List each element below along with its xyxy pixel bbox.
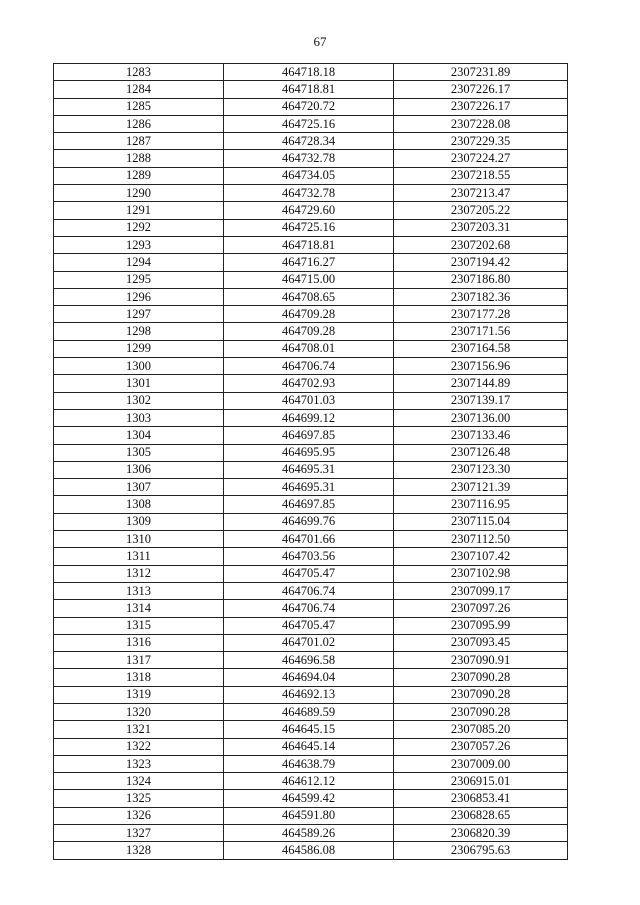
y-coordinate-cell: 2307090.28 <box>394 703 568 720</box>
x-coordinate-cell: 464732.78 <box>224 150 394 167</box>
y-coordinate-cell: 2307136.00 <box>394 409 568 426</box>
y-coordinate-cell: 2307097.26 <box>394 600 568 617</box>
x-coordinate-cell: 464709.28 <box>224 323 394 340</box>
page-number: 67 <box>313 34 327 49</box>
table-row <box>54 392 568 409</box>
x-coordinate-cell: 464701.66 <box>224 531 394 548</box>
table-row <box>54 617 568 634</box>
y-coordinate-cell: 2307171.56 <box>394 323 568 340</box>
x-coordinate-cell: 464701.02 <box>224 634 394 651</box>
table-row <box>54 600 568 617</box>
y-coordinate-cell: 2307090.91 <box>394 652 568 669</box>
x-coordinate-cell: 464729.60 <box>224 202 394 219</box>
table-row <box>54 825 568 842</box>
point-number-cell: 1283 <box>54 64 224 81</box>
point-number-cell: 1299 <box>54 340 224 357</box>
point-number-cell: 1327 <box>54 825 224 842</box>
table-row <box>54 686 568 703</box>
table-row <box>54 306 568 323</box>
y-coordinate-cell: 2307095.99 <box>394 617 568 634</box>
point-number-cell: 1309 <box>54 513 224 530</box>
table-row <box>54 513 568 530</box>
point-number-cell: 1300 <box>54 358 224 375</box>
y-coordinate-cell: 2307177.28 <box>394 306 568 323</box>
x-coordinate-cell: 464725.16 <box>224 219 394 236</box>
x-coordinate-cell: 464718.18 <box>224 64 394 81</box>
y-coordinate-cell: 2307228.08 <box>394 115 568 132</box>
x-coordinate-cell: 464697.85 <box>224 496 394 513</box>
table-row <box>54 236 568 253</box>
table-row <box>54 652 568 669</box>
y-coordinate-cell: 2307164.58 <box>394 340 568 357</box>
point-number-cell: 1287 <box>54 133 224 150</box>
x-coordinate-cell: 464638.79 <box>224 755 394 772</box>
point-number-cell: 1320 <box>54 703 224 720</box>
x-coordinate-cell: 464718.81 <box>224 236 394 253</box>
x-coordinate-cell: 464701.03 <box>224 392 394 409</box>
table-row <box>54 531 568 548</box>
x-coordinate-cell: 464586.08 <box>224 842 394 859</box>
table-row <box>54 98 568 115</box>
y-coordinate-cell: 2307085.20 <box>394 721 568 738</box>
table-row <box>54 167 568 184</box>
point-number-cell: 1316 <box>54 634 224 651</box>
table-row <box>54 479 568 496</box>
x-coordinate-cell: 464697.85 <box>224 427 394 444</box>
table-row <box>54 565 568 582</box>
y-coordinate-cell: 2307093.45 <box>394 634 568 651</box>
table-row <box>54 219 568 236</box>
table-row <box>54 773 568 790</box>
table-row <box>54 461 568 478</box>
y-coordinate-cell: 2306853.41 <box>394 790 568 807</box>
point-number-cell: 1317 <box>54 652 224 669</box>
x-coordinate-cell: 464645.14 <box>224 738 394 755</box>
point-number-cell: 1284 <box>54 81 224 98</box>
point-number-cell: 1286 <box>54 115 224 132</box>
table-row <box>54 548 568 565</box>
table-row <box>54 582 568 599</box>
point-number-cell: 1306 <box>54 461 224 478</box>
point-number-cell: 1296 <box>54 288 224 305</box>
y-coordinate-cell: 2306828.65 <box>394 807 568 824</box>
point-number-cell: 1323 <box>54 755 224 772</box>
point-number-cell: 1292 <box>54 219 224 236</box>
y-coordinate-cell: 2307226.17 <box>394 98 568 115</box>
y-coordinate-cell: 2307099.17 <box>394 582 568 599</box>
point-number-cell: 1285 <box>54 98 224 115</box>
x-coordinate-cell: 464694.04 <box>224 669 394 686</box>
table-row <box>54 271 568 288</box>
point-number-cell: 1314 <box>54 600 224 617</box>
table-row <box>54 721 568 738</box>
y-coordinate-cell: 2306915.01 <box>394 773 568 790</box>
x-coordinate-cell: 464732.78 <box>224 185 394 202</box>
y-coordinate-cell: 2307090.28 <box>394 686 568 703</box>
table-row <box>54 807 568 824</box>
table-row <box>54 444 568 461</box>
point-number-cell: 1289 <box>54 167 224 184</box>
table-row <box>54 358 568 375</box>
y-coordinate-cell: 2307182.36 <box>394 288 568 305</box>
x-coordinate-cell: 464591.80 <box>224 807 394 824</box>
x-coordinate-cell: 464708.65 <box>224 288 394 305</box>
table-row <box>54 669 568 686</box>
point-number-cell: 1312 <box>54 565 224 582</box>
y-coordinate-cell: 2307224.27 <box>394 150 568 167</box>
x-coordinate-cell: 464703.56 <box>224 548 394 565</box>
table-row <box>54 703 568 720</box>
y-coordinate-cell: 2307194.42 <box>394 254 568 271</box>
table-row <box>54 634 568 651</box>
table-row <box>54 150 568 167</box>
table-row <box>54 738 568 755</box>
x-coordinate-cell: 464612.12 <box>224 773 394 790</box>
table-row <box>54 133 568 150</box>
point-number-cell: 1308 <box>54 496 224 513</box>
x-coordinate-cell: 464696.58 <box>224 652 394 669</box>
point-number-cell: 1324 <box>54 773 224 790</box>
point-number-cell: 1297 <box>54 306 224 323</box>
x-coordinate-cell: 464589.26 <box>224 825 394 842</box>
y-coordinate-cell: 2307226.17 <box>394 81 568 98</box>
table-row <box>54 185 568 202</box>
y-coordinate-cell: 2307123.30 <box>394 461 568 478</box>
point-number-cell: 1288 <box>54 150 224 167</box>
x-coordinate-cell: 464695.31 <box>224 479 394 496</box>
x-coordinate-cell: 464709.28 <box>224 306 394 323</box>
y-coordinate-cell: 2307102.98 <box>394 565 568 582</box>
point-number-cell: 1319 <box>54 686 224 703</box>
y-coordinate-cell: 2307186.80 <box>394 271 568 288</box>
table-row <box>54 427 568 444</box>
table-row <box>54 288 568 305</box>
x-coordinate-cell: 464718.81 <box>224 81 394 98</box>
x-coordinate-cell: 464725.16 <box>224 115 394 132</box>
point-number-cell: 1326 <box>54 807 224 824</box>
y-coordinate-cell: 2307205.22 <box>394 202 568 219</box>
x-coordinate-cell: 464689.59 <box>224 703 394 720</box>
y-coordinate-cell: 2307090.28 <box>394 669 568 686</box>
point-number-cell: 1322 <box>54 738 224 755</box>
table-row <box>54 64 568 81</box>
point-number-cell: 1291 <box>54 202 224 219</box>
x-coordinate-cell: 464699.12 <box>224 409 394 426</box>
y-coordinate-cell: 2307139.17 <box>394 392 568 409</box>
point-number-cell: 1290 <box>54 185 224 202</box>
y-coordinate-cell: 2307229.35 <box>394 133 568 150</box>
table-row <box>54 790 568 807</box>
x-coordinate-cell: 464720.72 <box>224 98 394 115</box>
y-coordinate-cell: 2306820.39 <box>394 825 568 842</box>
point-number-cell: 1328 <box>54 842 224 859</box>
point-number-cell: 1293 <box>54 236 224 253</box>
point-number-cell: 1311 <box>54 548 224 565</box>
y-coordinate-cell: 2307203.31 <box>394 219 568 236</box>
x-coordinate-cell: 464715.00 <box>224 271 394 288</box>
point-number-cell: 1321 <box>54 721 224 738</box>
y-coordinate-cell: 2307116.95 <box>394 496 568 513</box>
x-coordinate-cell: 464695.31 <box>224 461 394 478</box>
y-coordinate-cell: 2307115.04 <box>394 513 568 530</box>
y-coordinate-cell: 2307156.96 <box>394 358 568 375</box>
x-coordinate-cell: 464706.74 <box>224 582 394 599</box>
table-row <box>54 496 568 513</box>
point-number-cell: 1305 <box>54 444 224 461</box>
point-number-cell: 1303 <box>54 409 224 426</box>
y-coordinate-cell: 2307126.48 <box>394 444 568 461</box>
table-row <box>54 375 568 392</box>
x-coordinate-cell: 464702.93 <box>224 375 394 392</box>
x-coordinate-cell: 464716.27 <box>224 254 394 271</box>
table-row <box>54 842 568 859</box>
y-coordinate-cell: 2307213.47 <box>394 185 568 202</box>
point-number-cell: 1295 <box>54 271 224 288</box>
y-coordinate-cell: 2307133.46 <box>394 427 568 444</box>
table-row <box>54 340 568 357</box>
x-coordinate-cell: 464705.47 <box>224 565 394 582</box>
x-coordinate-cell: 464699.76 <box>224 513 394 530</box>
table-row <box>54 81 568 98</box>
point-number-cell: 1310 <box>54 531 224 548</box>
table-row <box>54 409 568 426</box>
y-coordinate-cell: 2307231.89 <box>394 64 568 81</box>
y-coordinate-cell: 2306795.63 <box>394 842 568 859</box>
point-number-cell: 1315 <box>54 617 224 634</box>
y-coordinate-cell: 2307057.26 <box>394 738 568 755</box>
point-number-cell: 1304 <box>54 427 224 444</box>
x-coordinate-cell: 464695.95 <box>224 444 394 461</box>
table-row <box>54 755 568 772</box>
table-row <box>54 202 568 219</box>
x-coordinate-cell: 464708.01 <box>224 340 394 357</box>
y-coordinate-cell: 2307009.00 <box>394 755 568 772</box>
x-coordinate-cell: 464734.05 <box>224 167 394 184</box>
x-coordinate-cell: 464692.13 <box>224 686 394 703</box>
point-number-cell: 1301 <box>54 375 224 392</box>
x-coordinate-cell: 464706.74 <box>224 600 394 617</box>
x-coordinate-cell: 464599.42 <box>224 790 394 807</box>
y-coordinate-cell: 2307218.55 <box>394 167 568 184</box>
point-number-cell: 1298 <box>54 323 224 340</box>
table-row <box>54 254 568 271</box>
table-row <box>54 323 568 340</box>
table-row <box>54 115 568 132</box>
y-coordinate-cell: 2307121.39 <box>394 479 568 496</box>
point-number-cell: 1318 <box>54 669 224 686</box>
x-coordinate-cell: 464645.15 <box>224 721 394 738</box>
point-number-cell: 1307 <box>54 479 224 496</box>
point-number-cell: 1313 <box>54 582 224 599</box>
y-coordinate-cell: 2307144.89 <box>394 375 568 392</box>
x-coordinate-cell: 464728.34 <box>224 133 394 150</box>
x-coordinate-cell: 464705.47 <box>224 617 394 634</box>
y-coordinate-cell: 2307107.42 <box>394 548 568 565</box>
coordinate-table-body <box>54 64 568 860</box>
y-coordinate-cell: 2307202.68 <box>394 236 568 253</box>
y-coordinate-cell: 2307112.50 <box>394 531 568 548</box>
point-number-cell: 1302 <box>54 392 224 409</box>
point-number-cell: 1294 <box>54 254 224 271</box>
point-number-cell: 1325 <box>54 790 224 807</box>
coordinate-table <box>53 63 568 860</box>
x-coordinate-cell: 464706.74 <box>224 358 394 375</box>
